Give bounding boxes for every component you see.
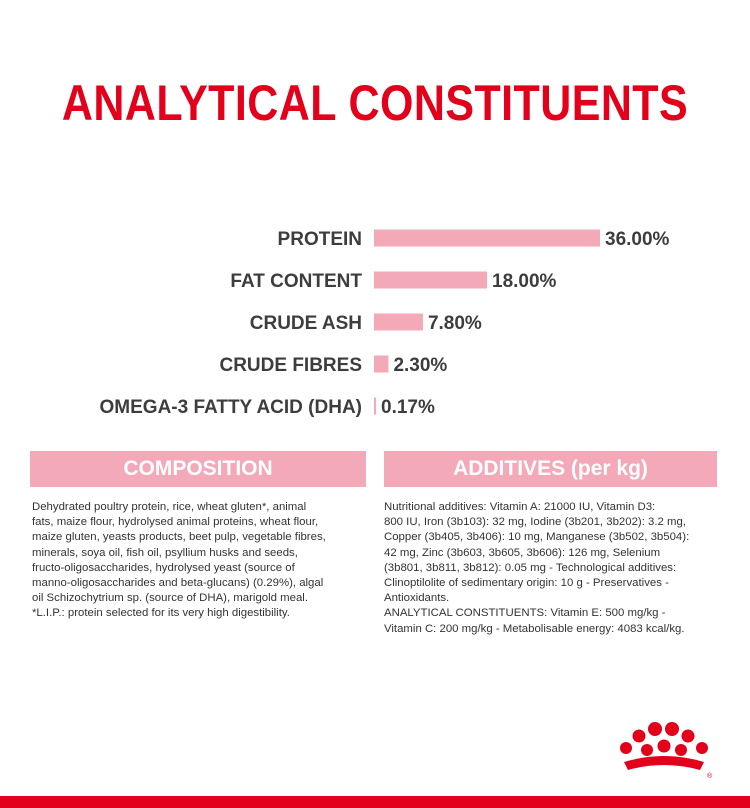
bar [374, 356, 388, 373]
additives-heading: ADDITIVES (per kg) [384, 451, 717, 487]
bar-label: FAT CONTENT [230, 271, 362, 292]
bar [374, 314, 423, 331]
bar-label: CRUDE FIBRES [219, 355, 362, 376]
svg-text:®: ® [707, 773, 713, 780]
bar-value-label: 36.00% [605, 229, 670, 250]
footer-bar [0, 796, 750, 808]
royal-canin-crown-icon [614, 720, 718, 782]
nutrient-bar-chart [0, 210, 750, 430]
bar-value-label: 0.17% [381, 397, 435, 418]
bar [374, 398, 376, 415]
bar-value-label: 7.80% [427, 313, 482, 334]
bar-label: PROTEIN [277, 229, 362, 250]
additives-text: Nutritional additives: Vitamin A: 21000 IU, Vitamin D3: 800 IU, Iron (3b103): 32 mg, Iodine (3b201, 3b202): 3.2 mg, Copper (3b405, 3b406): 10 mg, Manganese (3b502, 3b504): 42 mg, Zinc (3b603, 3b605, 3b606): 126 mg, Selenium (3b801, 3b811, 3b812): 0.05 mg - Technological additives: Clinoptilolite of sedimentary origin: 10 g - Preservatives - Antioxidants. ANALYTICAL CONSTITUENTS: Vitamin E: 500 mg/kg - Vitamin C: 200 mg/kg - Metabolisable energy: 4083 kcal/kg. [384, 501, 690, 635]
composition-text: Dehydrated poultry protein, rice, wheat gluten*, animal fats, maize flour, hydrolysed animal proteins, wheat flour, maize gluten, yeasts products, beet pulp, vegetable fibres, minerals, soya oil, fish oil, psyllium husks and seeds, fructo-oligosaccharides, hydrolysed yeast (source of manno-oligosaccharides and beta-glucans) (0.29%), algal oil Schizochytrium sp. (source of DHA), marigold meal. *L.I.P.: protein selected for its very high digestibility. [32, 501, 326, 620]
bar-value-label: 18.00% [492, 271, 557, 292]
bar-value-label: 2.30% [393, 355, 448, 376]
composition-heading: COMPOSITION [30, 451, 366, 487]
bar [374, 230, 600, 247]
page-title: ANALYTICAL CONSTITUENTS [61, 75, 689, 131]
bar [374, 272, 487, 289]
bar-label: CRUDE ASH [249, 313, 362, 334]
bar-label: OMEGA-3 FATTY ACID (DHA) [99, 397, 362, 418]
